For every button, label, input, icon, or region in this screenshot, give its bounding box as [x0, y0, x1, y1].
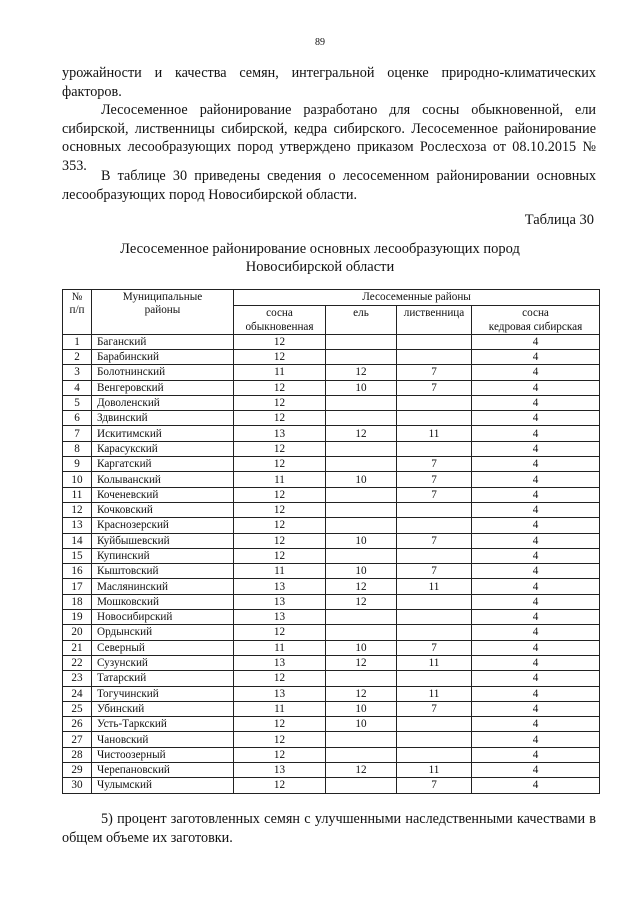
cell-spruce	[326, 732, 397, 747]
cell-pine: 12	[234, 395, 326, 410]
cell-spruce: 12	[326, 365, 397, 380]
cell-pine: 12	[234, 334, 326, 349]
paragraph-1: урожайности и качества семян, интегральной оценке природно-климатических факторов.	[62, 65, 596, 100]
cell-spruce	[326, 518, 397, 533]
header-pine	[234, 306, 326, 334]
cell-pine: 12	[234, 747, 326, 762]
cell-district-name: Чулымский	[92, 778, 234, 793]
cell-pine: 12	[234, 518, 326, 533]
table-row	[63, 533, 600, 548]
cell-district-name: Барабинский	[92, 350, 234, 365]
cell-larch	[397, 747, 472, 762]
cell-cedar: 4	[472, 640, 600, 655]
cell-spruce	[326, 671, 397, 686]
cell-pine: 12	[234, 548, 326, 563]
cell-spruce: 12	[326, 686, 397, 701]
table-row	[63, 732, 600, 747]
cell-cedar: 4	[472, 701, 600, 716]
cell-pine: 11	[234, 472, 326, 487]
paragraph-2: Лесосеменное районирование разработано для сосны обыкновенной, ели сибирской, лиственницы сибирской, кедра сибирского. Лесосеменное районирование основных лесообразующих пород утверждено приказом Рослесхоза от 08.10.2015 № 353.	[62, 102, 596, 174]
cell-spruce	[326, 747, 397, 762]
cell-district-name: Тогучинский	[92, 686, 234, 701]
cell-district-name: Северный	[92, 640, 234, 655]
cell-larch	[397, 441, 472, 456]
cell-pine: 13	[234, 426, 326, 441]
cell-spruce	[326, 441, 397, 456]
table-row	[63, 579, 600, 594]
header-spruce: ель	[326, 306, 397, 334]
cell-pine: 12	[234, 487, 326, 502]
cell-district-name: Искитимский	[92, 426, 234, 441]
cell-larch	[397, 671, 472, 686]
cell-number: 18	[63, 594, 92, 609]
cell-pine: 12	[234, 732, 326, 747]
cell-cedar: 4	[472, 717, 600, 732]
cell-pine: 13	[234, 763, 326, 778]
cell-district-name: Сузунский	[92, 655, 234, 670]
cell-larch	[397, 395, 472, 410]
cell-pine: 12	[234, 671, 326, 686]
cell-number: 2	[63, 350, 92, 365]
table-row	[63, 472, 600, 487]
cell-number: 25	[63, 701, 92, 716]
table-row	[63, 365, 600, 380]
header-seed-zones: Лесосеменные районы	[234, 290, 600, 306]
cell-number: 14	[63, 533, 92, 548]
cell-district-name: Ордынский	[92, 625, 234, 640]
cell-number: 1	[63, 334, 92, 349]
cell-pine: 12	[234, 778, 326, 793]
paragraph-3: В таблице 30 приведены сведения о лесосеменном районировании основных лесообразующих пород Новосибирской области.	[62, 168, 596, 203]
header-municipal-district	[92, 290, 234, 335]
table-caption-line-2: Новосибирской области	[245, 259, 395, 275]
cell-number: 17	[63, 579, 92, 594]
cell-cedar: 4	[472, 778, 600, 793]
cell-larch: 7	[397, 472, 472, 487]
cell-larch	[397, 502, 472, 517]
cell-cedar: 4	[472, 365, 600, 380]
cell-cedar: 4	[472, 472, 600, 487]
cell-spruce: 12	[326, 579, 397, 594]
cell-district-name: Коченевский	[92, 487, 234, 502]
cell-district-name: Чановский	[92, 732, 234, 747]
header-pine-line-1: сосна	[266, 307, 293, 320]
cell-spruce: 12	[326, 655, 397, 670]
cell-larch: 7	[397, 365, 472, 380]
cell-number: 28	[63, 747, 92, 762]
table-row	[63, 610, 600, 625]
cell-cedar: 4	[472, 487, 600, 502]
cell-cedar: 4	[472, 426, 600, 441]
regionalization-table	[62, 289, 600, 794]
cell-number: 24	[63, 686, 92, 701]
cell-spruce	[326, 411, 397, 426]
cell-cedar: 4	[472, 747, 600, 762]
cell-larch: 7	[397, 778, 472, 793]
cell-larch: 7	[397, 640, 472, 655]
header-cedar-line-1: сосна	[522, 307, 549, 320]
table-row	[63, 717, 600, 732]
header-number-line-2: п/п	[69, 304, 85, 317]
cell-pine: 12	[234, 502, 326, 517]
table-row	[63, 671, 600, 686]
paragraph-bottom-container	[62, 810, 596, 847]
cell-district-name: Кыштовский	[92, 564, 234, 579]
cell-cedar: 4	[472, 671, 600, 686]
header-cedar	[472, 306, 600, 334]
cell-number: 22	[63, 655, 92, 670]
table-row	[63, 426, 600, 441]
cell-number: 7	[63, 426, 92, 441]
cell-spruce	[326, 502, 397, 517]
cell-cedar: 4	[472, 594, 600, 609]
cell-district-name: Краснозерский	[92, 518, 234, 533]
header-number-line-1: №	[71, 291, 83, 303]
cell-larch	[397, 334, 472, 349]
table-row	[63, 487, 600, 502]
table-body	[63, 334, 600, 793]
cell-larch	[397, 411, 472, 426]
cell-spruce: 12	[326, 594, 397, 609]
cell-district-name: Баганский	[92, 334, 234, 349]
cell-cedar: 4	[472, 380, 600, 395]
cell-spruce: 10	[326, 640, 397, 655]
cell-pine: 12	[234, 717, 326, 732]
header-pine-line-2: обыкновенная	[245, 320, 314, 333]
cell-spruce: 10	[326, 564, 397, 579]
cell-district-name: Каргатский	[92, 457, 234, 472]
cell-number: 27	[63, 732, 92, 747]
cell-pine: 12	[234, 625, 326, 640]
cell-spruce	[326, 350, 397, 365]
cell-spruce: 10	[326, 380, 397, 395]
table-row	[63, 380, 600, 395]
cell-larch	[397, 732, 472, 747]
table-row	[63, 640, 600, 655]
cell-larch	[397, 518, 472, 533]
cell-larch	[397, 548, 472, 563]
cell-cedar: 4	[472, 441, 600, 456]
cell-number: 4	[63, 380, 92, 395]
cell-larch	[397, 350, 472, 365]
cell-spruce: 12	[326, 763, 397, 778]
cell-cedar: 4	[472, 732, 600, 747]
cell-spruce	[326, 395, 397, 410]
cell-district-name: Здвинский	[92, 411, 234, 426]
paragraph-bottom: 5) процент заготовленных семян с улучшенными наследственными качествами в общем объеме их заготовки.	[62, 811, 596, 846]
cell-larch: 7	[397, 457, 472, 472]
cell-larch: 7	[397, 380, 472, 395]
cell-cedar: 4	[472, 610, 600, 625]
table-row	[63, 701, 600, 716]
cell-number: 11	[63, 487, 92, 502]
cell-cedar: 4	[472, 350, 600, 365]
table-row	[63, 778, 600, 793]
cell-larch: 11	[397, 686, 472, 701]
header-larch: лиственница	[397, 306, 472, 334]
cell-cedar: 4	[472, 334, 600, 349]
cell-pine: 13	[234, 655, 326, 670]
cell-pine: 12	[234, 457, 326, 472]
table-row	[63, 395, 600, 410]
cell-number: 30	[63, 778, 92, 793]
cell-larch: 11	[397, 426, 472, 441]
cell-larch: 11	[397, 655, 472, 670]
cell-pine: 13	[234, 610, 326, 625]
cell-larch: 7	[397, 701, 472, 716]
cell-number: 12	[63, 502, 92, 517]
cell-district-name: Маслянинский	[92, 579, 234, 594]
cell-pine: 12	[234, 350, 326, 365]
header-municipal-line-2: районы	[144, 304, 181, 317]
cell-cedar: 4	[472, 548, 600, 563]
table-row	[63, 655, 600, 670]
cell-number: 20	[63, 625, 92, 640]
cell-district-name: Мошковский	[92, 594, 234, 609]
table-label: Таблица 30	[524, 212, 594, 228]
cell-district-name: Черепановский	[92, 763, 234, 778]
table-row	[63, 457, 600, 472]
cell-number: 19	[63, 610, 92, 625]
cell-cedar: 4	[472, 457, 600, 472]
cell-number: 5	[63, 395, 92, 410]
cell-pine: 13	[234, 686, 326, 701]
cell-pine: 11	[234, 365, 326, 380]
cell-number: 23	[63, 671, 92, 686]
cell-larch	[397, 610, 472, 625]
cell-district-name: Кочковский	[92, 502, 234, 517]
cell-cedar: 4	[472, 502, 600, 517]
cell-spruce: 10	[326, 533, 397, 548]
cell-number: 29	[63, 763, 92, 778]
cell-district-name: Доволенский	[92, 395, 234, 410]
cell-cedar: 4	[472, 686, 600, 701]
cell-district-name: Усть-Таркский	[92, 717, 234, 732]
header-number	[63, 290, 92, 335]
paragraph-3-container	[62, 167, 596, 204]
cell-pine: 11	[234, 564, 326, 579]
cell-cedar: 4	[472, 625, 600, 640]
cell-larch: 11	[397, 763, 472, 778]
table-row	[63, 564, 600, 579]
cell-larch	[397, 594, 472, 609]
cell-pine: 12	[234, 533, 326, 548]
cell-cedar: 4	[472, 564, 600, 579]
cell-spruce	[326, 457, 397, 472]
header-cedar-line-2: кедровая сибирская	[488, 320, 583, 333]
cell-district-name: Убинский	[92, 701, 234, 716]
table-caption	[0, 240, 640, 276]
cell-district-name: Чистоозерный	[92, 747, 234, 762]
cell-cedar: 4	[472, 518, 600, 533]
cell-cedar: 4	[472, 411, 600, 426]
cell-cedar: 4	[472, 395, 600, 410]
cell-larch: 7	[397, 533, 472, 548]
cell-pine: 11	[234, 640, 326, 655]
cell-district-name: Венгеровский	[92, 380, 234, 395]
cell-larch: 7	[397, 487, 472, 502]
cell-number: 15	[63, 548, 92, 563]
cell-larch: 11	[397, 579, 472, 594]
table-row	[63, 441, 600, 456]
cell-number: 9	[63, 457, 92, 472]
cell-larch	[397, 717, 472, 732]
table-row	[63, 686, 600, 701]
cell-spruce: 10	[326, 472, 397, 487]
cell-cedar: 4	[472, 533, 600, 548]
cell-number: 8	[63, 441, 92, 456]
cell-number: 13	[63, 518, 92, 533]
cell-district-name: Карасукский	[92, 441, 234, 456]
cell-pine: 11	[234, 701, 326, 716]
cell-district-name: Болотнинский	[92, 365, 234, 380]
cell-number: 16	[63, 564, 92, 579]
cell-cedar: 4	[472, 655, 600, 670]
cell-district-name: Татарский	[92, 671, 234, 686]
cell-spruce: 10	[326, 701, 397, 716]
cell-district-name: Новосибирский	[92, 610, 234, 625]
paragraph-2-container	[62, 101, 596, 175]
table-row	[63, 518, 600, 533]
table-row	[63, 747, 600, 762]
cell-number: 21	[63, 640, 92, 655]
cell-spruce	[326, 548, 397, 563]
table-row	[63, 763, 600, 778]
cell-larch: 7	[397, 564, 472, 579]
cell-cedar: 4	[472, 763, 600, 778]
cell-pine: 12	[234, 411, 326, 426]
cell-district-name: Куйбышевский	[92, 533, 234, 548]
cell-spruce	[326, 778, 397, 793]
paragraph-1-container	[62, 64, 596, 101]
table-row	[63, 625, 600, 640]
cell-spruce	[326, 487, 397, 502]
cell-pine: 12	[234, 441, 326, 456]
cell-pine: 12	[234, 380, 326, 395]
cell-district-name: Колыванский	[92, 472, 234, 487]
table-row	[63, 502, 600, 517]
table-caption-line-1: Лесосеменное районирование основных лесообразующих пород	[120, 241, 520, 257]
cell-spruce: 12	[326, 426, 397, 441]
cell-number: 3	[63, 365, 92, 380]
table-row	[63, 334, 600, 349]
cell-district-name: Купинский	[92, 548, 234, 563]
cell-pine: 13	[234, 579, 326, 594]
cell-spruce	[326, 610, 397, 625]
cell-cedar: 4	[472, 579, 600, 594]
cell-larch	[397, 625, 472, 640]
cell-number: 26	[63, 717, 92, 732]
header-municipal-line-1: Муниципальные	[122, 291, 203, 303]
table-row	[63, 548, 600, 563]
table-row	[63, 411, 600, 426]
cell-number: 10	[63, 472, 92, 487]
cell-number: 6	[63, 411, 92, 426]
cell-spruce	[326, 625, 397, 640]
page-number: 89	[315, 37, 325, 48]
cell-spruce	[326, 334, 397, 349]
table-row	[63, 350, 600, 365]
cell-spruce: 10	[326, 717, 397, 732]
cell-pine: 13	[234, 594, 326, 609]
table-row	[63, 594, 600, 609]
